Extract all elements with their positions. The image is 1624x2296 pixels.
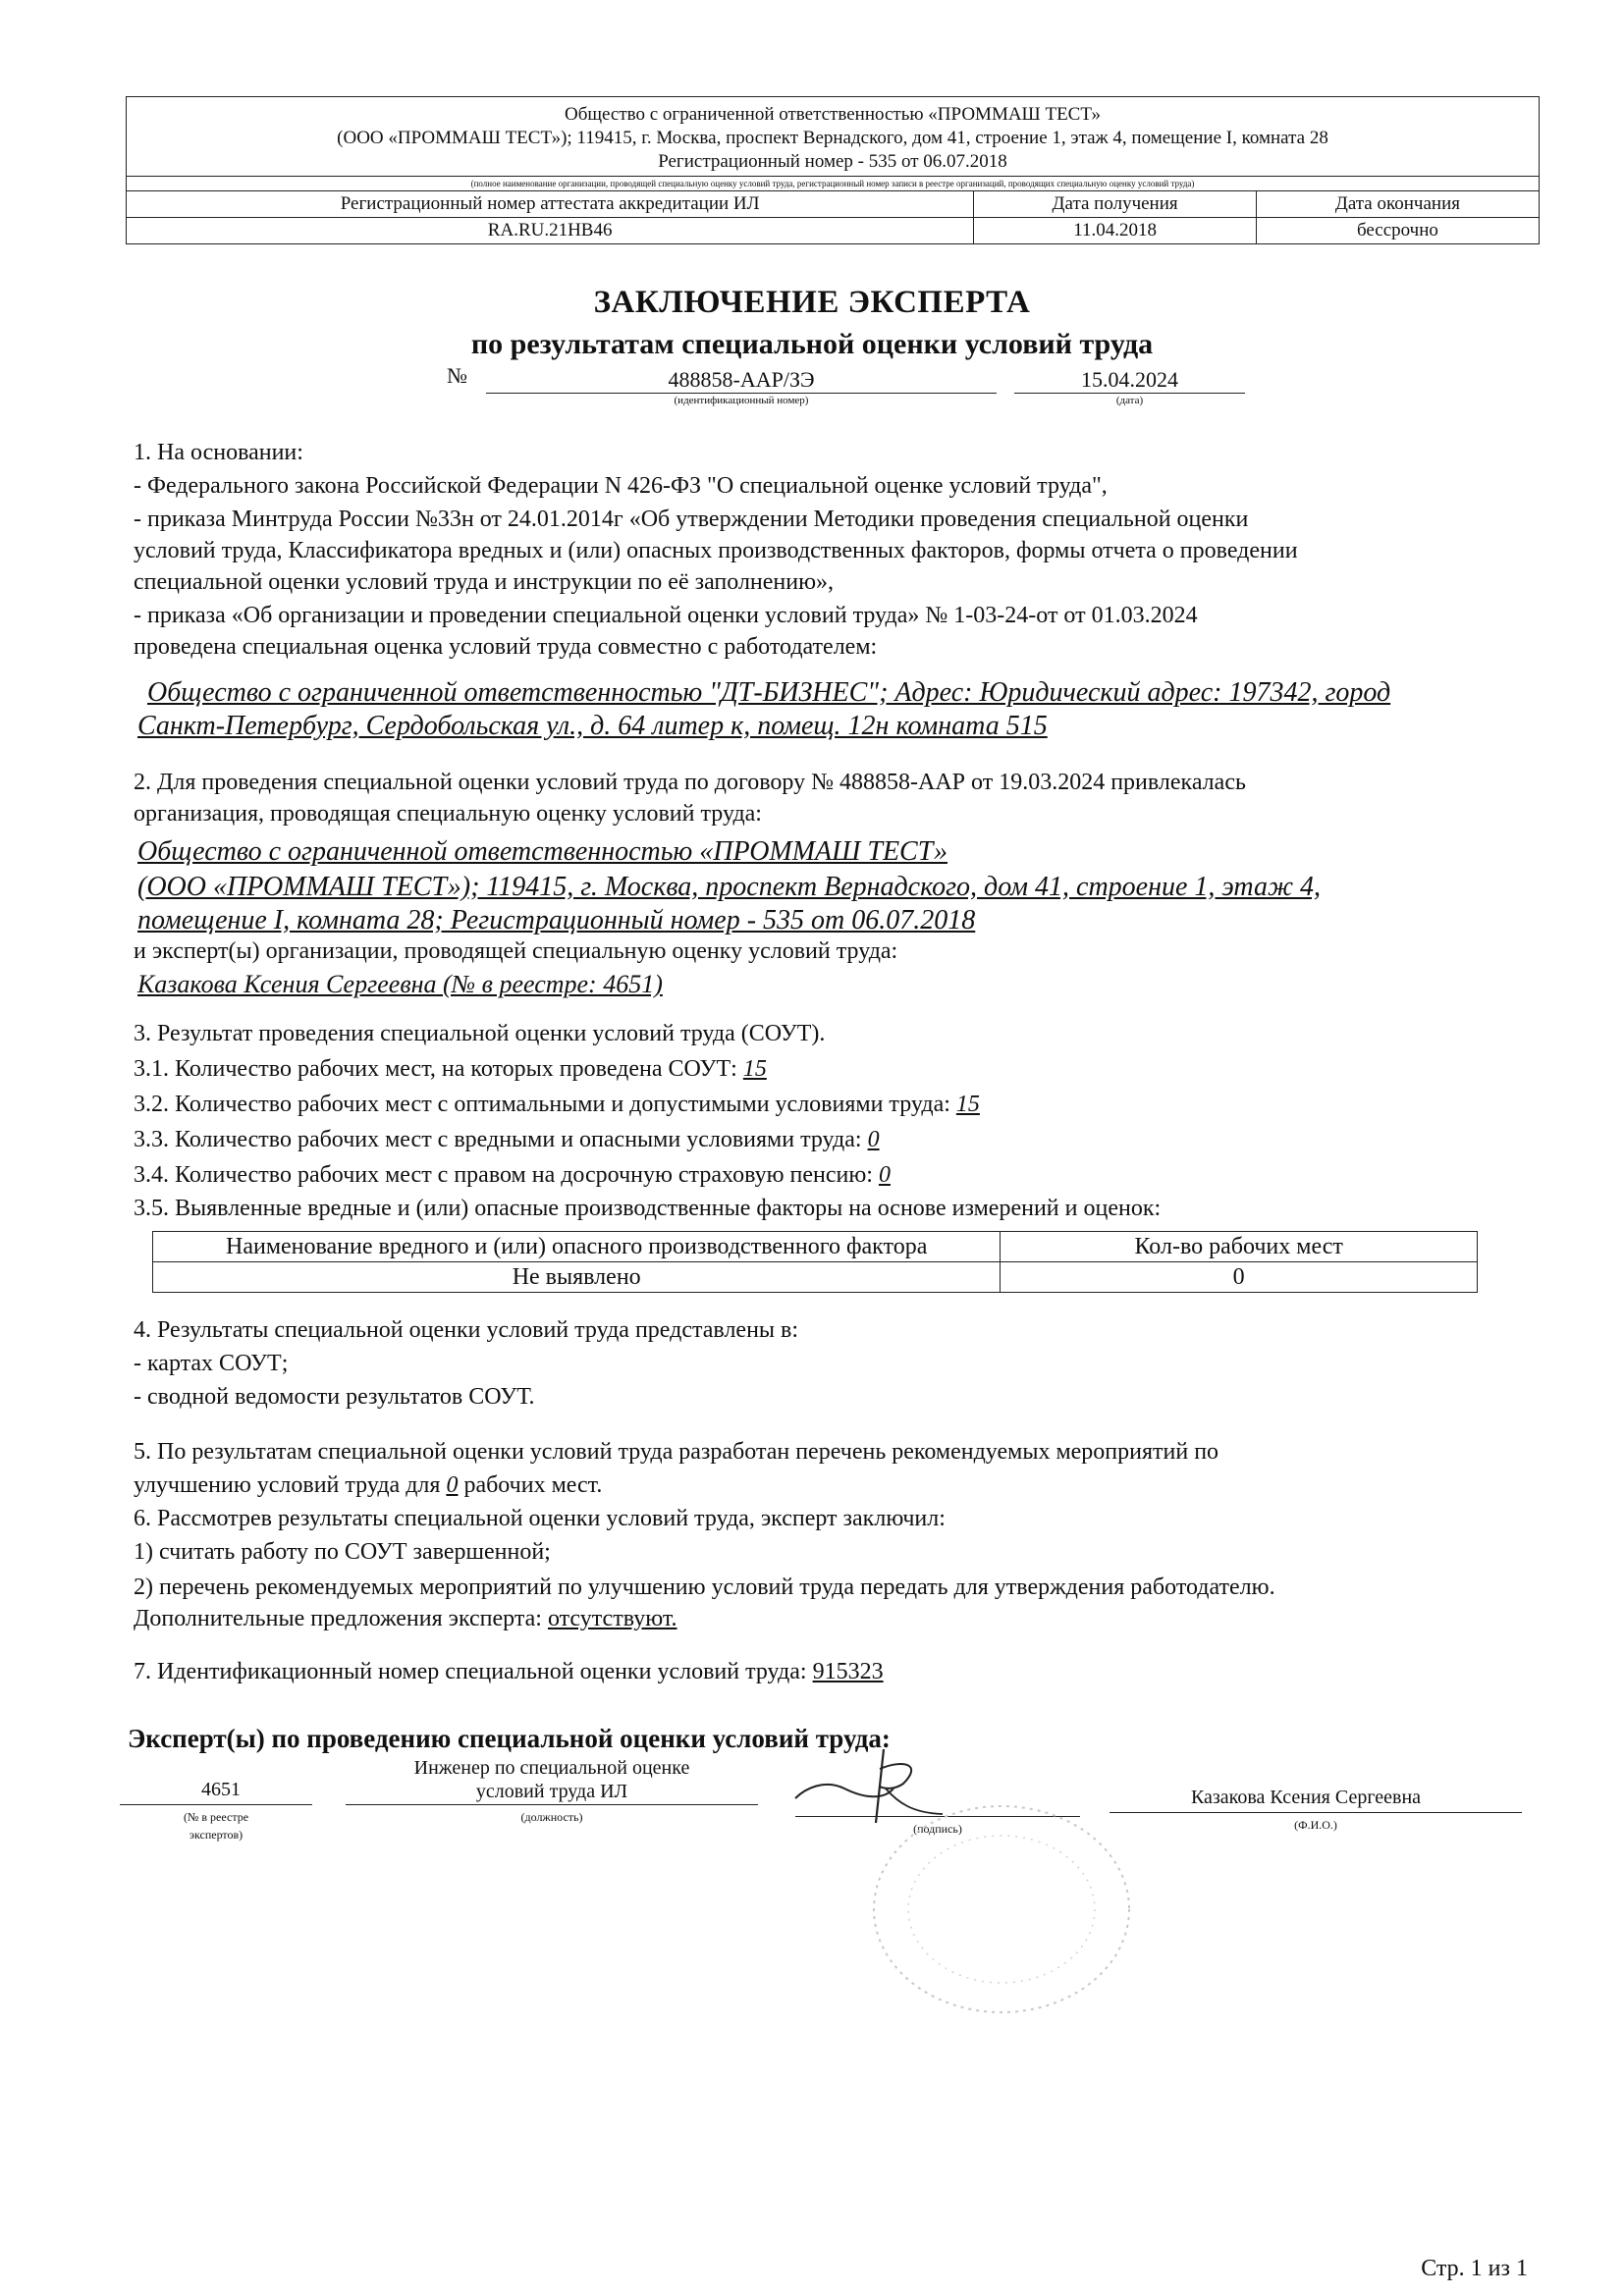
s1-heading: 1. На основании: <box>134 440 303 465</box>
s6-item2: 2) перечень рекомендуемых мероприятий по улучшению условий труда передать для утверждения работодателю. <box>134 1575 1275 1600</box>
faint-stamp <box>864 1796 1139 2022</box>
name-line <box>1110 1812 1522 1813</box>
s3-1-label: 3.1. Количество рабочих мест, на которых проведена СОУТ: <box>134 1056 737 1082</box>
table-row <box>153 1262 1478 1293</box>
page-number: Стр. 1 из 1 <box>1421 2256 1528 2281</box>
s1-order-line3: специальной оценки условий труда и инструкции по её заполнению», <box>134 569 835 595</box>
s2-contract: 2. Для проведения специальной оценки условий труда по договору № 488858-ААР от 19.03.2024 привлекалась <box>134 770 1246 795</box>
s3-3-value: 0 <box>867 1127 880 1152</box>
s3-2-label: 3.2. Количество рабочих мест с оптимальными и допустимыми условиями труда: <box>134 1092 950 1117</box>
s6-proposals-value: отсутствуют. <box>547 1606 677 1631</box>
header-box <box>126 96 1540 244</box>
number-sign: № <box>447 363 467 388</box>
document-title: ЗАКЛЮЧЕНИЕ ЭКСПЕРТА <box>593 285 1031 320</box>
s2-org-label: организация, проводящая специальную оценку условий труда: <box>134 801 762 827</box>
signature-heading: Эксперт(ы) по проведению специальной оценки условий труда: <box>128 1724 891 1753</box>
expert-reg-number: 4651 <box>201 1779 241 1800</box>
workplaces-count-cell: 0 <box>1001 1262 1478 1293</box>
s3-1 <box>134 1056 767 1083</box>
s1-org-order: - приказа «Об организации и проведении специальной оценки условий труда» № 1-03-24-от от 01.03.2024 <box>134 603 1198 628</box>
reg-caption-2: экспертов) <box>189 1828 244 1842</box>
s4-cards: - картах СОУТ; <box>134 1351 289 1376</box>
s1-order-line1: - приказа Минтруда России №33н от 24.01.2014г «Об утверждении Методики проведения специальной оценки <box>134 507 1249 532</box>
s6-proposals <box>134 1606 677 1632</box>
s2-expert-name: Казакова Ксения Сергеевна (№ в реестре: 4651) <box>137 970 663 998</box>
expert-full-name: Казакова Ксения Сергеевна <box>1190 1787 1422 1808</box>
s3-heading: 3. Результат проведения специальной оценки условий труда (СОУТ). <box>134 1021 826 1046</box>
employer-line1: Общество с ограниченной ответственностью "ДТ-БИЗНЕС"; Адрес: Юридический адрес: 197342, город <box>147 677 1391 708</box>
s3-4-value: 0 <box>878 1162 891 1188</box>
position-line <box>346 1804 758 1805</box>
s3-1-value: 15 <box>742 1056 767 1082</box>
factors-table <box>152 1231 1478 1293</box>
reg-number-line <box>120 1804 312 1805</box>
s7-value: 915323 <box>812 1659 884 1684</box>
factor-column-header: Наименование вредного и (или) опасного производственного фактора <box>153 1232 1001 1262</box>
position-line1: Инженер по специальной оценке <box>413 1757 690 1779</box>
date-caption: (дата) <box>1115 395 1144 406</box>
employer-line2: Санкт-Петербург, Сердобольская ул., д. 64 литер к, помещ. 12н комната 515 <box>137 711 1048 741</box>
s3-4-label: 3.4. Количество рабочих мест с правом на досрочную страховую пенсию: <box>134 1162 873 1188</box>
end-value: бессрочно <box>1256 218 1539 244</box>
factor-name-cell: Не выявлено <box>153 1262 1001 1293</box>
s4-summary: - сводной ведомости результатов СОУТ. <box>134 1384 535 1410</box>
workplaces-column-header: Кол-во рабочих мест <box>1001 1232 1478 1262</box>
s3-3-label: 3.3. Количество рабочих мест с вредными и опасными условиями труда: <box>134 1127 862 1152</box>
s2-org-name: Общество с ограниченной ответственностью «ПРОММАШ ТЕСТ» <box>137 836 947 867</box>
s6-proposals-label: Дополнительные предложения эксперта: <box>134 1606 542 1631</box>
s7-label: 7. Идентификационный номер специальной оценки условий труда: <box>134 1659 807 1684</box>
org-name: Общество с ограниченной ответственностью «ПРОММАШ ТЕСТ» <box>565 104 1101 125</box>
document-subtitle: по результатам специальной оценки условий труда <box>470 328 1154 360</box>
document-date: 15.04.2024 <box>1014 367 1245 394</box>
s3-4 <box>134 1162 891 1189</box>
reg-caption-1: (№ в реестре <box>183 1810 249 1824</box>
org-registration: Регистрационный номер - 535 от 06.07.2018 <box>658 151 1007 172</box>
received-date: 11.04.2018 <box>974 218 1257 244</box>
position-caption: (должность) <box>520 1810 583 1824</box>
position-line2: условий труда ИЛ <box>475 1781 628 1802</box>
s4-heading: 4. Результаты специальной оценки условий труда представлены в: <box>134 1317 799 1343</box>
accreditation-table <box>127 190 1539 243</box>
signature-caption: (подпись) <box>913 1822 962 1836</box>
s2-expert-label: и эксперт(ы) организации, проводящей специальную оценку условий труда: <box>134 938 898 964</box>
end-label: Дата окончания <box>1256 191 1539 218</box>
s5-line2 <box>134 1472 602 1499</box>
organization-block <box>127 97 1539 176</box>
org-caption: (полное наименование организации, проводящей специальную оценку условий труда, регистрационный номер записи в реестре организаций, проводящих специальную оценку условий труда) <box>127 176 1539 190</box>
s5-line1: 5. По результатам специальной оценки условий труда разработан перечень рекомендуемых мероприятий по <box>134 1439 1219 1465</box>
acc-number: RA.RU.21HB46 <box>127 218 974 244</box>
org-address: (ООО «ПРОММАШ ТЕСТ»); 119415, г. Москва, проспект Вернадского, дом 41, строение 1, этаж 4, помещение I, комната 28 <box>337 128 1328 148</box>
s2-org-address: (ООО «ПРОММАШ ТЕСТ»); 119415, г. Москва, проспект Вернадского, дом 41, строение 1, этаж 4, <box>137 872 1321 902</box>
s6-item1: 1) считать работу по СОУТ завершенной; <box>134 1539 551 1565</box>
table-header-row <box>153 1232 1478 1262</box>
document-number-row <box>447 363 1252 422</box>
id-number-caption: (идентификационный номер) <box>674 395 809 406</box>
s5-label-end: рабочих мест. <box>463 1472 603 1498</box>
s3-3 <box>134 1127 880 1153</box>
s1-conducted: проведена специальная оценка условий труда совместно с работодателем: <box>134 634 878 660</box>
s2-org-registration: помещение I, комната 28; Регистрационный номер - 535 от 06.07.2018 <box>137 905 976 935</box>
s3-5: 3.5. Выявленные вредные и (или) опасные производственные факторы на основе измерений и оценок: <box>134 1196 1162 1221</box>
received-label: Дата получения <box>974 191 1257 218</box>
s3-2 <box>134 1092 980 1118</box>
s7-line <box>134 1659 884 1685</box>
s5-value: 0 <box>446 1472 459 1498</box>
s1-order-line2: условий труда, Классификатора вредных и (или) опасных производственных факторов, формы отчета о проведении <box>134 538 1298 563</box>
id-number: 488858-ААР/ЗЭ <box>486 367 997 394</box>
s5-label: улучшению условий труда для <box>134 1472 441 1498</box>
s1-law: - Федерального закона Российской Федерации N 426-ФЗ "О специальной оценке условий труда", <box>134 473 1108 499</box>
s3-2-value: 15 <box>955 1092 980 1117</box>
acc-label: Регистрационный номер аттестата аккредитации ИЛ <box>127 191 974 218</box>
name-caption: (Ф.И.О.) <box>1294 1818 1337 1832</box>
s6-heading: 6. Рассмотрев результаты специальной оценки условий труда, эксперт заключил: <box>134 1506 946 1531</box>
